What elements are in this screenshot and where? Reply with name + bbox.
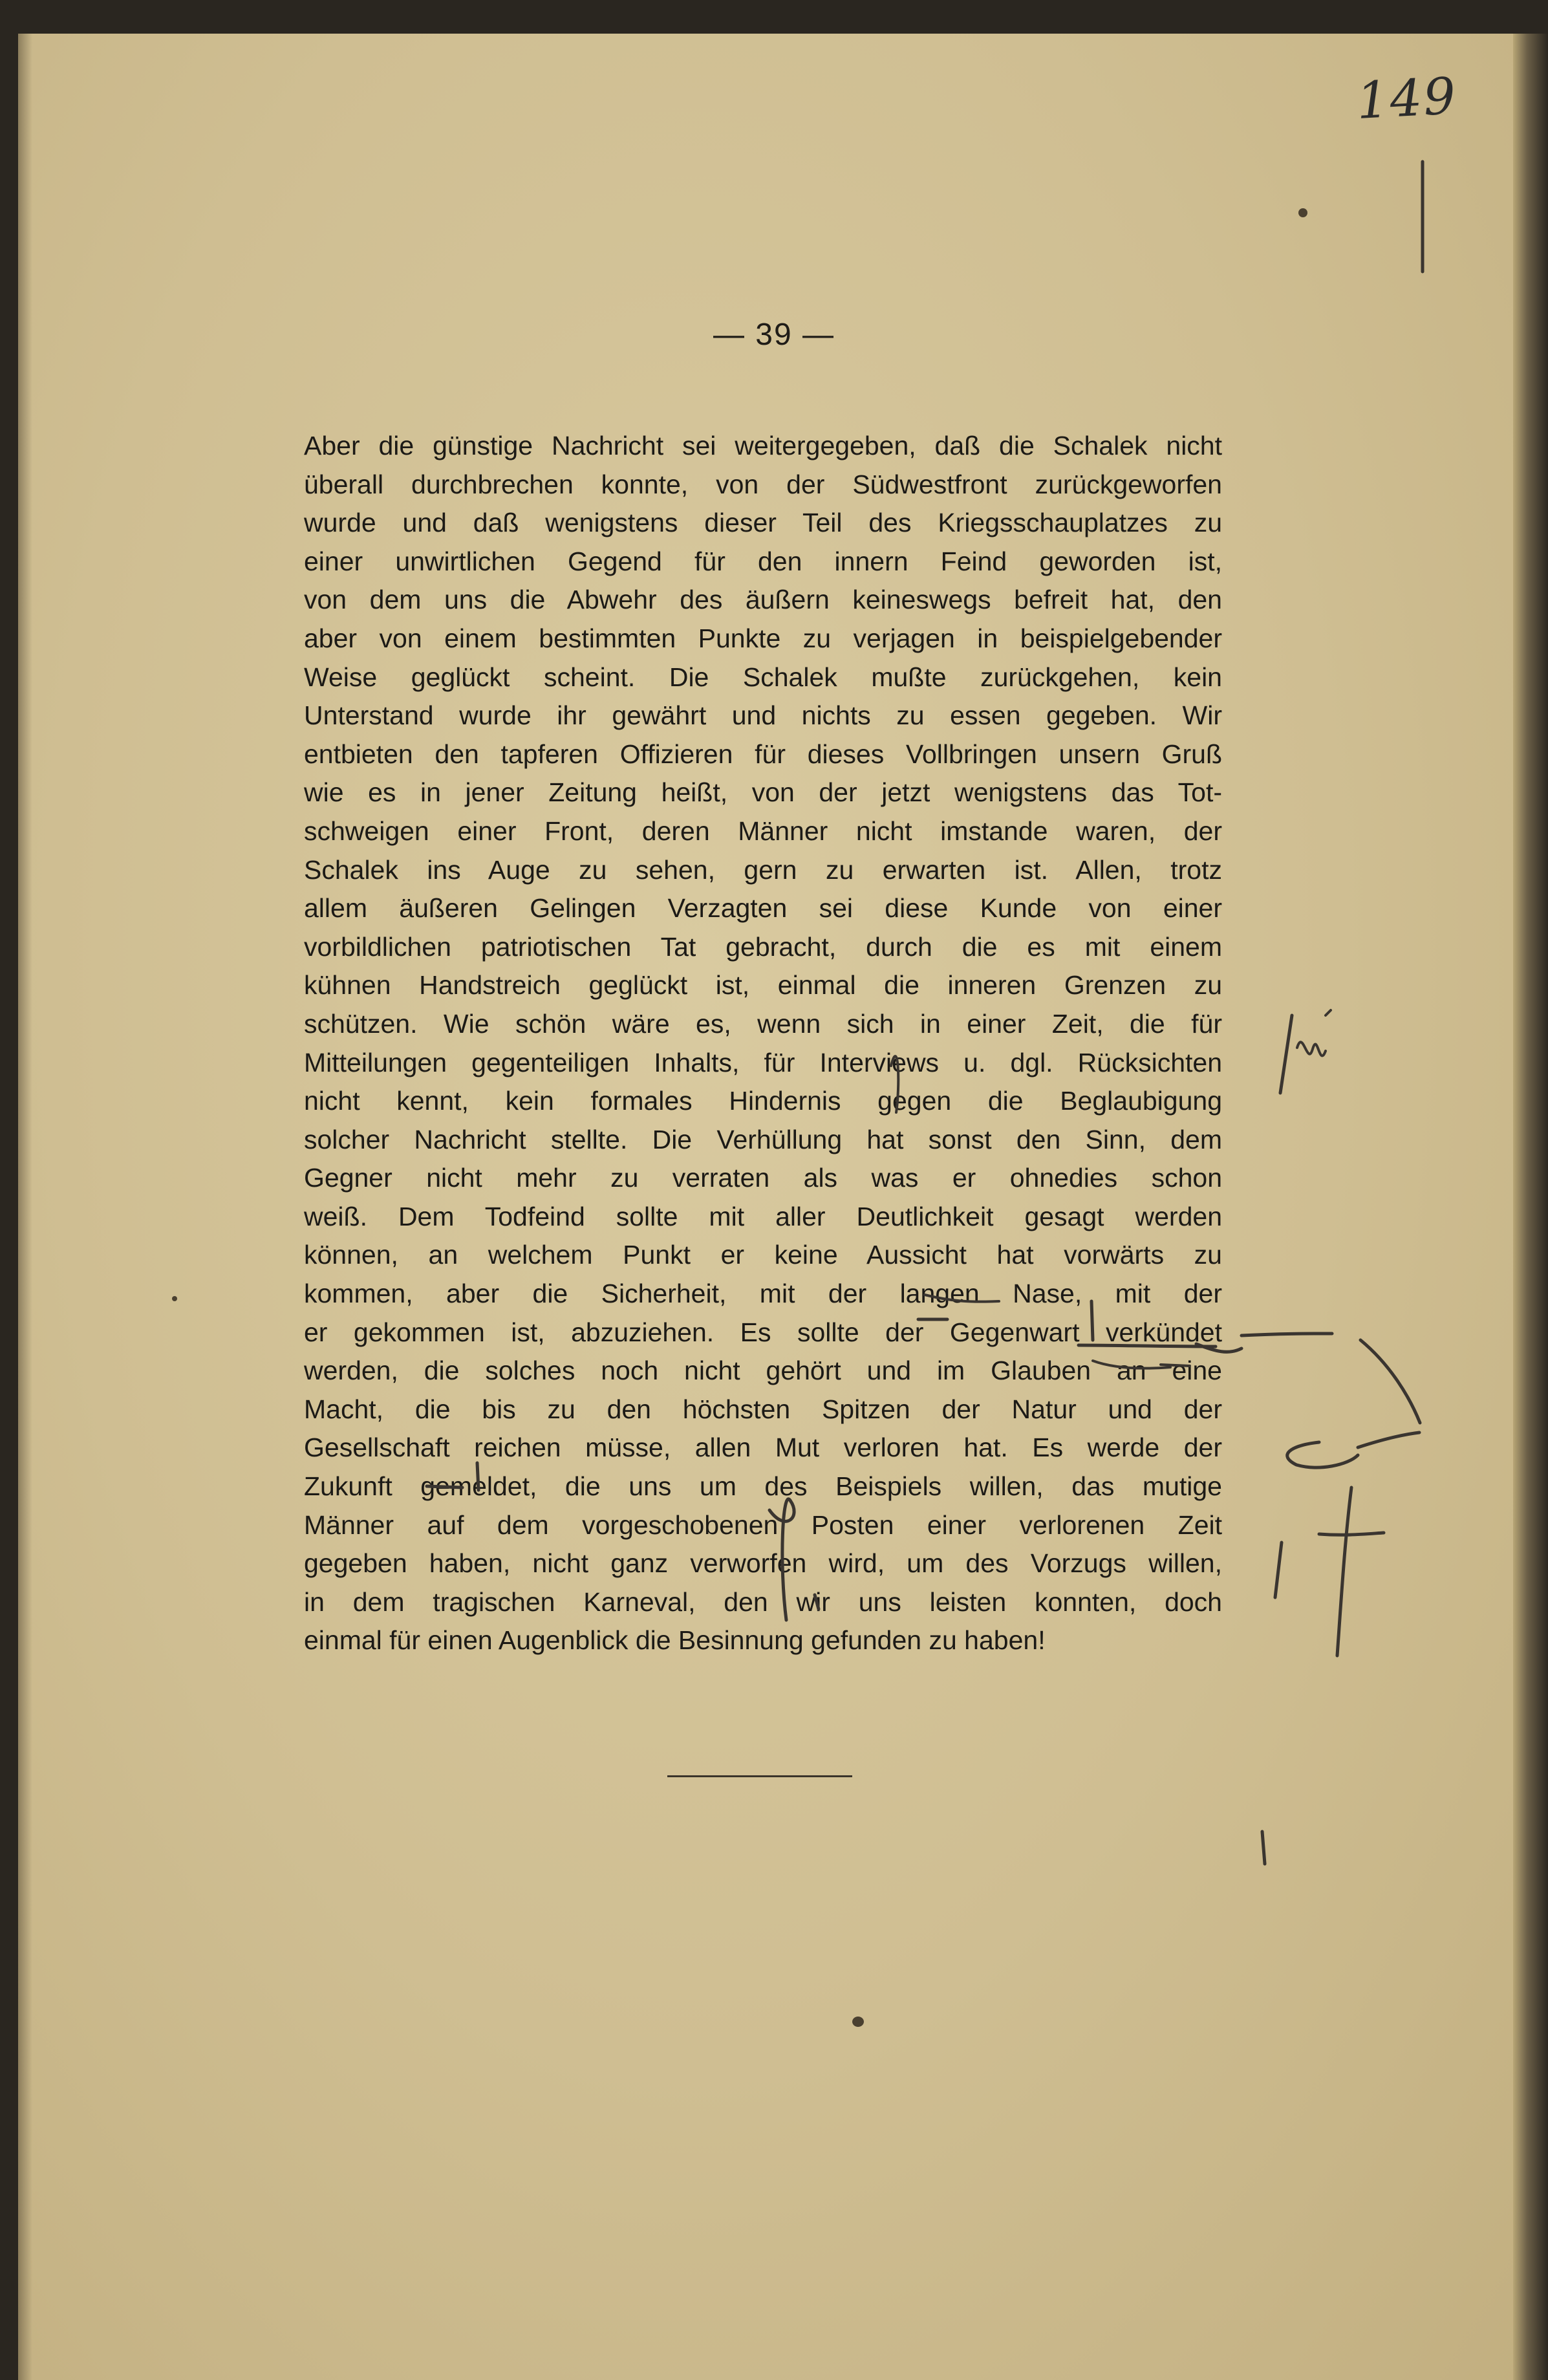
text-line: werden, die solches noch nicht gehört und im Glauben an eine [304, 1356, 1222, 1386]
text-line: nicht kennt, kein formales Hindernis gegen die Beglaubigung [304, 1086, 1222, 1116]
paper-spot [852, 2017, 864, 2027]
page-number: — 39 — [713, 318, 835, 352]
text-line: schweigen einer Front, deren Männer nicht imstande waren, der [304, 816, 1222, 846]
text-line: einer unwirtlichen Gegend für den innern Feind geworden ist, [304, 546, 1222, 576]
text-line: Aber die günstige Nachricht sei weitergegeben, daß die Schalek nicht [304, 431, 1222, 460]
text-line: kühnen Handstreich geglückt ist, einmal die inneren Grenzen zu [304, 970, 1222, 1001]
text-line: gegeben haben, nicht ganz verworfen wird, um des Vorzugs willen, [304, 1548, 1222, 1579]
paper-spot [172, 1296, 177, 1301]
text-line: allem äußeren Gelingen Verzagten sei diese Kunde von einer [304, 893, 1222, 924]
body-paragraph [304, 427, 1222, 1660]
text-line: in dem tragischen Karneval, den wir uns leisten konnten, doch [304, 1586, 1222, 1617]
text-line: Gesellschaft reichen müsse, allen Mut verloren hat. Es werde der [304, 1433, 1222, 1463]
text-line: schützen. Wie schön wäre es, wenn sich in einer Zeit, die für [304, 1008, 1222, 1039]
text-line: Gegner nicht mehr zu verraten als was er ohnedies schon [304, 1163, 1222, 1193]
text-line: entbieten den tapferen Offizieren für dieses Vollbringen unsern Gruß [304, 739, 1222, 769]
text-line: einmal für einen Augenblick die Besinnung gefunden zu haben! [304, 1625, 1046, 1656]
text-line: Schalek ins Auge zu sehen, gern zu erwarten ist. Allen, trotz [304, 854, 1222, 885]
text-line: wie es in jener Zeitung heißt, von der jetzt wenigstens das Tot- [304, 777, 1222, 808]
text-line: überall durchbrechen konnte, von der Südwestfront zurückgeworfen [304, 469, 1222, 499]
text-line: Unterstand wurde ihr gewährt und nichts zu essen gegeben. Wir [304, 700, 1222, 731]
text-line: Männer auf dem vorgeschobenen Posten einer verlorenen Zeit [304, 1509, 1222, 1540]
text-line: Mitteilungen gegenteiligen Inhalts, für Interviews u. dgl. Rücksichten [304, 1047, 1222, 1077]
text-line: er gekommen ist, abzuziehen. Es sollte der Gegenwart verkündet [304, 1317, 1222, 1347]
text-line: von dem uns die Abwehr des äußern keineswegs befreit hat, den [304, 585, 1222, 615]
text-line: vorbildlichen patriotischen Tat gebracht, durch die es mit einem [304, 931, 1222, 962]
text-line: solcher Nachricht stellte. Die Verhüllung hat sonst den Sinn, dem [304, 1124, 1222, 1154]
text-line: wurde und daß wenigstens dieser Teil des Kriegsschauplatzes zu [304, 508, 1222, 538]
end-rule [667, 1775, 852, 1777]
text-line: Weise geglückt scheint. Die Schalek mußte zurückgehen, kein [304, 662, 1222, 692]
paper-spot [1298, 208, 1307, 217]
text-line: kommen, aber die Sicherheit, mit der langen Nase, mit der [304, 1279, 1222, 1309]
text-line: können, an welchem Punkt er keine Aussicht hat vorwärts zu [304, 1240, 1222, 1270]
gutter-shadow [18, 34, 32, 2380]
text-line: aber von einem bestimmten Punkte zu verjagen in beispielgebender [304, 623, 1222, 653]
handwritten-folio-number: 149 [1355, 67, 1459, 131]
text-line: Macht, die bis zu den höchsten Spitzen der Natur und der [304, 1394, 1222, 1424]
text-line: weiß. Dem Todfeind sollte mit aller Deutlichkeit gesagt werden [304, 1201, 1222, 1231]
text-line: Zukunft gemeldet, die uns um des Beispiels willen, das mutige [304, 1471, 1222, 1502]
page-edge-shadow [1513, 34, 1548, 2380]
